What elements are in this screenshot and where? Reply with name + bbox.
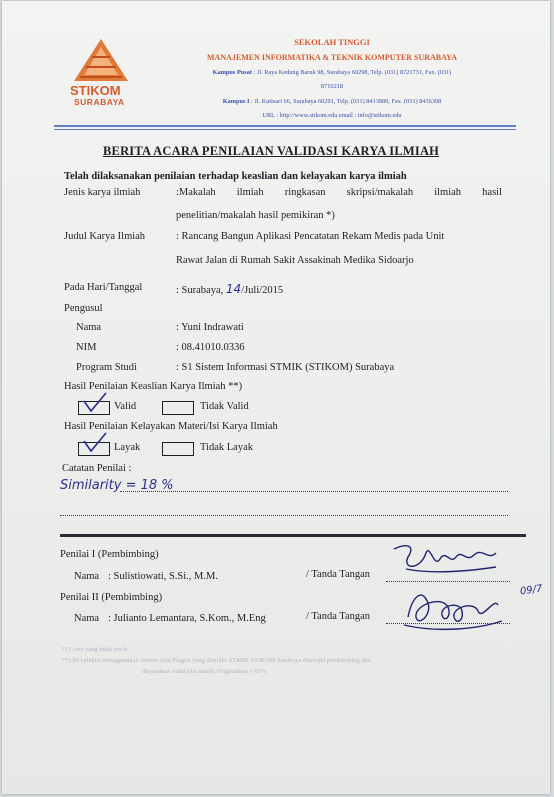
kampus-pusat-line xyxy=(142,69,522,76)
jenis-value-1: :Makalah ilmiah ringkasan skripsi/makalah ilmiah hasil xyxy=(176,187,502,198)
tanggal-label: Pada Hari/Tanggal xyxy=(64,282,143,293)
penilai2-ttd-label: / Tanda Tangan xyxy=(306,611,371,622)
nama-value: : Yuni Indrawati xyxy=(176,322,244,333)
valid-label: Valid xyxy=(114,401,137,412)
tanggal-day-handwritten: 14 xyxy=(225,282,242,296)
penilai2-signature xyxy=(398,577,508,637)
section-divider xyxy=(60,534,526,537)
kampus-pusat-address: : Jl. Raya Kedung Baruk 98, Surabaya 60298, Telp. (031) 8721731, Fax. (031) xyxy=(253,69,452,76)
intro-text: Telah dilaksanakan penilaian terhadap keaslian dan kelayakan karya ilmiah xyxy=(64,171,407,182)
checkmark-icon xyxy=(82,391,108,413)
judul-value-2: Rawat Jalan di Rumah Sakit Assakinah Medika Sidoarjo xyxy=(176,255,414,266)
footnote-2: **) Di validasi menggunakan Sistem Anti Plagiat yang dimiliki STMIK STIKOM Surabaya disetujui pembimbing dan xyxy=(62,657,371,664)
penilai1-ttd-label: / Tanda Tangan xyxy=(306,569,371,580)
tanggal-prefix: : Surabaya, xyxy=(176,285,226,296)
prodi-value: : S1 Sistem Informasi STMIK (STIKOM) Surabaya xyxy=(176,362,395,373)
penilai2-date-handwritten: 09/7 xyxy=(519,583,544,598)
penilai1-nama-label: Nama xyxy=(74,571,100,582)
catatan-handwritten: Similarity = 18 % xyxy=(60,478,174,493)
prodi-label: Program Studi xyxy=(76,362,137,373)
pengusul-label: Pengusul xyxy=(64,303,103,314)
keaslian-label: Hasil Penilaian Keaslian Karya Ilmiah **) xyxy=(64,381,243,392)
stikom-logo xyxy=(68,37,134,109)
catatan-line-2 xyxy=(60,515,508,516)
catatan-line-1 xyxy=(120,491,508,492)
document-title: BERITA ACARA PENILAIAN VALIDASI KARYA ILMIAH xyxy=(103,144,440,158)
logo-text-surabaya: SURABAYA xyxy=(74,97,125,107)
penilai2-label: Penilai II (Pembimbing) xyxy=(60,592,163,603)
tanggal-suffix: /Juli/2015 xyxy=(241,285,284,296)
nim-value: : 08.41010.0336 xyxy=(176,342,245,353)
header-rule-bottom xyxy=(54,129,516,130)
checkmark-icon xyxy=(82,431,108,453)
kampus1-address: : Jl. Kutisari 66, Surabaya 60291, Telp. (031) 8413889, Fax. (031) 8436308 xyxy=(251,98,442,105)
tidak-valid-checkbox[interactable] xyxy=(162,401,194,415)
jenis-label: Jenis karya ilmiah xyxy=(64,187,141,198)
institution-line2: MANAJEMEN INFORMATIKA & TEKNIK KOMPUTER SURABAYA xyxy=(206,53,458,62)
kampus-pusat-address2: 8710218 xyxy=(320,83,344,90)
kampus-pusat-label: Kampus Pusat xyxy=(212,69,253,76)
tidak-layak-checkbox[interactable] xyxy=(162,442,194,456)
jenis-value-2: penelitian/makalah hasil pemikiran *) xyxy=(176,210,335,221)
tanggal-value xyxy=(176,282,283,296)
tidak-layak-label: Tidak Layak xyxy=(200,442,253,453)
kelayakan-label: Hasil Penilaian Kelayakan Materi/Isi Karya Ilmiah xyxy=(64,421,278,432)
document-page xyxy=(2,1,550,794)
penilai1-label: Penilai I (Pembimbing) xyxy=(60,549,159,560)
tidak-valid-label: Tidak Valid xyxy=(200,401,249,412)
kampus1-label: Kampus I xyxy=(222,98,250,105)
judul-label: Judul Karya Ilmiah xyxy=(64,231,146,242)
judul-value-1: : Rancang Bangun Aplikasi Pencatatan Rekam Medis pada Unit xyxy=(176,231,445,242)
penilai2-nama-value: : Julianto Lemantara, S.Kom., M.Eng xyxy=(108,613,266,624)
footnote-3: dinyatakan valid jika indeks Originalitas > 85% xyxy=(142,668,267,675)
url-line: URL : http://www.stikom.edu email : info@stikom.edu xyxy=(262,112,402,119)
catatan-label: Catatan Penilai : xyxy=(62,463,132,474)
penilai1-nama-value: : Sulistiowati, S.Si., M.M. xyxy=(108,571,218,582)
penilai2-nama-label: Nama xyxy=(74,613,100,624)
institution-line1: SEKOLAH TINGGI xyxy=(294,37,370,47)
nim-label: NIM xyxy=(76,342,97,353)
header-rule-top xyxy=(54,125,516,127)
kampus1-line xyxy=(142,98,522,105)
layak-label: Layak xyxy=(114,442,141,453)
nama-label: Nama xyxy=(76,322,102,333)
footnote-1: *) Coret yang tidak perlu xyxy=(62,646,128,653)
logo-text-stikom: STIKOM xyxy=(70,83,121,98)
